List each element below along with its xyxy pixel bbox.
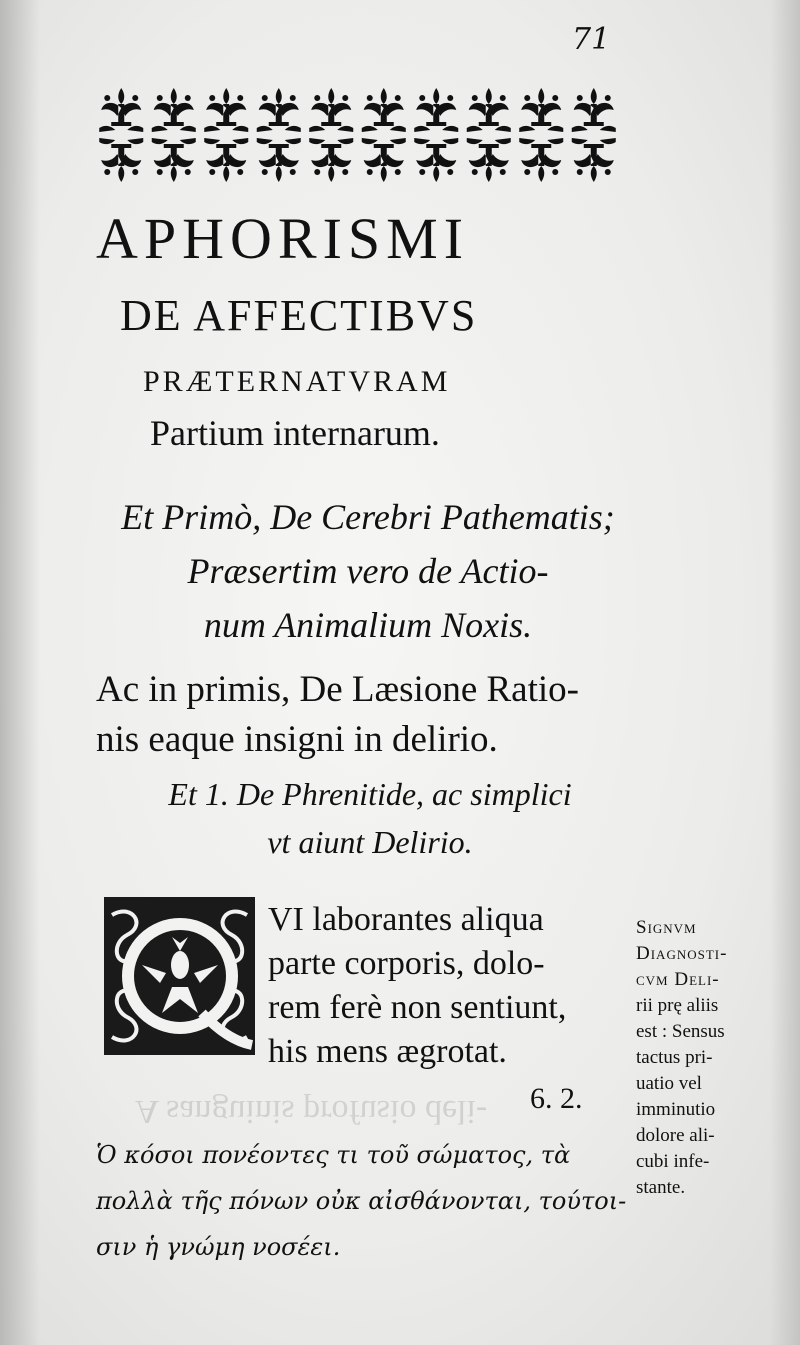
title-subtitle-3: Partium internarum.	[150, 413, 440, 453]
fleuron-icon	[152, 88, 196, 132]
fleuron-icon	[519, 88, 563, 132]
greek-line: Ὁ κόσοι πονέοντες τι τοῦ σώματος, τὰ	[96, 1141, 571, 1169]
section-heading-italic	[88, 490, 648, 652]
fleuron-icon	[572, 88, 616, 132]
heading-line: Et 1. De Phrenitide, ac simplici	[168, 776, 572, 812]
fleuron-icon	[572, 138, 616, 182]
marginal-line: imminutio	[636, 1099, 716, 1120]
section-heading-phrenitis	[110, 770, 630, 866]
marginal-line: tactus pri-	[636, 1047, 713, 1068]
title-subtitle-2: PRÆTERNATVRAM	[143, 365, 451, 398]
title-main: APHORISMI	[96, 206, 470, 271]
aphorism-line: rem ferè non sentiunt,	[268, 989, 567, 1026]
aphorism-reference: 6. 2.	[530, 1082, 583, 1115]
fleuron-icon	[309, 138, 353, 182]
fleuron-icon	[257, 88, 301, 132]
heading-line: Ac in primis, De Læsione Ratio-	[96, 669, 579, 710]
fleuron-icon	[99, 138, 143, 182]
greek-line: πολλὰ τῆς πόνων οὐκ αἰσθάνονται, τούτοι-	[96, 1187, 627, 1215]
heading-line: nis eaque insigni in delirio.	[96, 719, 498, 760]
marginal-line: est : Sensus	[636, 1021, 725, 1042]
bleed-through-text: A sanguinis profusio deli-	[135, 1093, 488, 1130]
marginal-line: rii prę aliis	[636, 995, 719, 1016]
heading-line: vt aiunt Delirio.	[267, 824, 473, 860]
fleuron-icon	[204, 138, 248, 182]
fleuron-icon	[467, 138, 511, 182]
fleuron-icon	[309, 88, 353, 132]
page-number: 71	[572, 22, 611, 57]
marginal-line: cvm Deli-	[636, 969, 720, 990]
marginal-line: uatio vel	[636, 1073, 702, 1094]
marginal-line: stante.	[636, 1177, 686, 1198]
section-heading-roman	[96, 665, 636, 765]
aphorism-line: his mens ægrotat.	[268, 1033, 507, 1070]
marginal-note	[636, 915, 788, 1201]
title-subtitle: DE AFFECTIBVS	[120, 291, 478, 340]
greek-text	[96, 1132, 636, 1270]
fleuron-icon	[414, 88, 458, 132]
marginal-line: dolore ali-	[636, 1125, 715, 1146]
marginal-line: Signvm	[636, 917, 697, 938]
heading-line: num Animalium Noxis.	[203, 605, 533, 645]
fleuron-icon	[152, 138, 196, 182]
fleuron-icon	[467, 88, 511, 132]
heading-line: Et Primò, De Cerebri Pathematis;	[121, 497, 615, 537]
aphorism-line: VI laborantes aliqua	[268, 901, 544, 938]
fleuron-icon	[414, 138, 458, 182]
fleuron-ornament-band	[95, 82, 620, 190]
fleuron-icon	[257, 138, 301, 182]
decorated-initial	[102, 895, 257, 1057]
heading-line: Præsertim vero de Actio-	[187, 551, 549, 591]
fleuron-icon	[99, 88, 143, 132]
binding-shadow	[0, 0, 40, 1345]
marginal-line: cubi infe-	[636, 1151, 710, 1172]
fleuron-icon	[204, 88, 248, 132]
aphorism-text	[268, 898, 638, 1074]
greek-line: σιν ἡ γνώμη νοσέει.	[96, 1233, 341, 1261]
aphorism-line: parte corporis, dolo-	[268, 945, 545, 982]
fleuron-icon	[362, 138, 406, 182]
fleuron-icon	[362, 88, 406, 132]
marginal-line: Diagnosti-	[636, 943, 728, 964]
fleuron-icon	[519, 138, 563, 182]
